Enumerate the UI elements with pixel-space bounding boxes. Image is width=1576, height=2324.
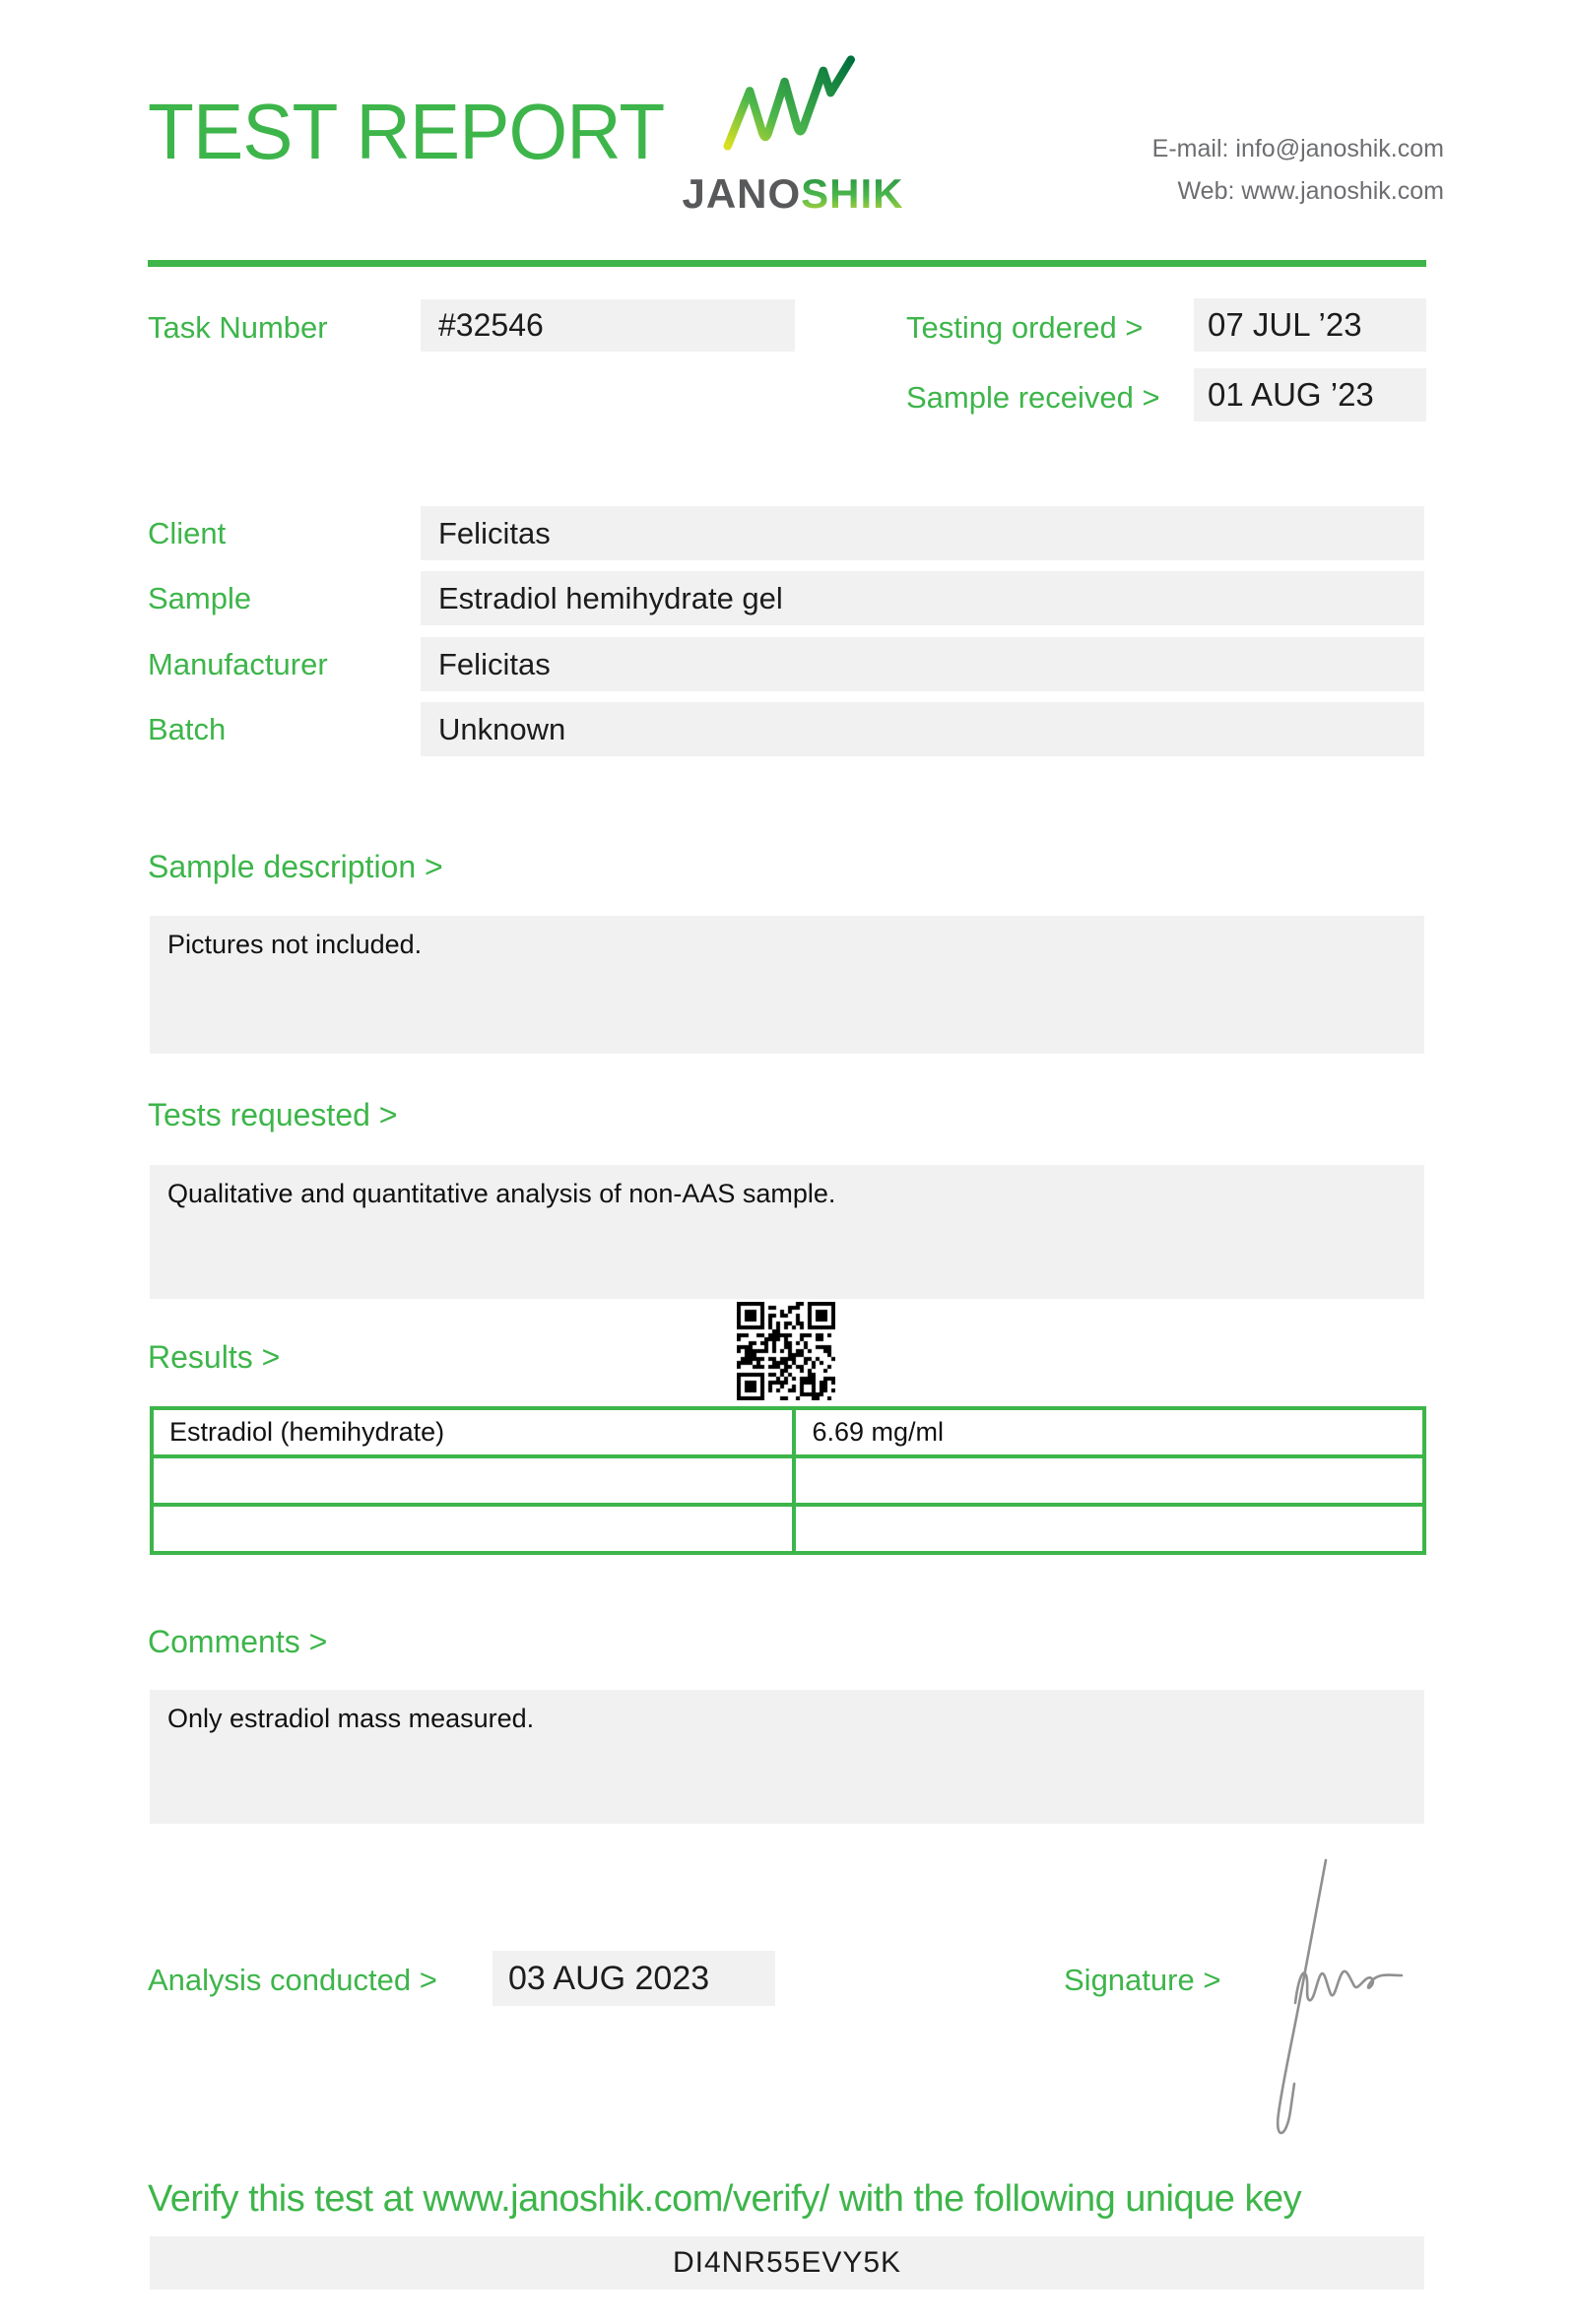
signature-label: Signature > <box>1064 1963 1221 1997</box>
results-row-3 <box>152 1505 1424 1553</box>
result-value: 6.69 mg/ml <box>794 1408 1424 1456</box>
client-label: Client <box>148 516 227 550</box>
tests-requested-box: Qualitative and quantitative analysis of non-AAS sample. <box>150 1165 1424 1299</box>
manufacturer-value: Felicitas <box>421 637 1424 691</box>
comments-heading: Comments > <box>148 1624 328 1659</box>
testing-ordered-value: 07 JUL ’23 <box>1194 298 1426 352</box>
task-number-label: Task Number <box>148 310 328 345</box>
tests-requested-heading: Tests requested > <box>148 1097 398 1132</box>
testing-ordered-label: Testing ordered > <box>906 310 1144 345</box>
sample-value: Estradiol hemihydrate gel <box>421 571 1424 625</box>
results-heading: Results > <box>148 1339 281 1375</box>
signature-image <box>1226 1830 1423 2155</box>
manufacturer-label: Manufacturer <box>148 647 328 681</box>
info-row-batch <box>148 702 1426 756</box>
info-row-client <box>148 506 1426 560</box>
verify-instruction: Verify this test at www.janoshik.com/verify/ with the following unique key <box>148 2178 1302 2220</box>
info-row-sample <box>148 571 1426 625</box>
results-table <box>150 1406 1426 1555</box>
result-value-empty <box>794 1456 1424 1505</box>
sample-description-heading: Sample description > <box>148 849 443 884</box>
logo-wordmark <box>680 170 906 218</box>
info-row-manufacturer <box>148 637 1426 691</box>
result-value-empty2 <box>794 1505 1424 1553</box>
sample-received-label: Sample received > <box>906 380 1160 415</box>
header-divider <box>148 260 1426 267</box>
result-analyte-empty2 <box>152 1505 794 1553</box>
logo-word-gray: JANO <box>682 170 802 217</box>
page-title: TEST REPORT <box>148 88 665 175</box>
batch-label: Batch <box>148 712 227 746</box>
batch-value: Unknown <box>421 702 1424 756</box>
contact-web: Web: www.janoshik.com <box>1177 177 1444 205</box>
verify-key: DI4NR55EVY5K <box>150 2236 1424 2290</box>
sample-label: Sample <box>148 581 252 615</box>
results-row-1 <box>152 1408 1424 1456</box>
result-analyte-empty <box>152 1456 794 1505</box>
company-logo <box>680 54 906 218</box>
contact-info <box>1152 128 1444 213</box>
result-analyte: Estradiol (hemihydrate) <box>152 1408 794 1456</box>
results-row-2 <box>152 1456 1424 1505</box>
sample-received-value: 01 AUG ’23 <box>1194 368 1426 421</box>
logo-chart-icon <box>714 54 872 164</box>
qr-code <box>737 1302 835 1400</box>
comments-box: Only estradiol mass measured. <box>150 1690 1424 1824</box>
analysis-conducted-label: Analysis conducted > <box>148 1963 437 1997</box>
logo-word-green: SHIK <box>801 170 904 217</box>
task-number-value: #32546 <box>421 299 795 352</box>
analysis-conducted-value: 03 AUG 2023 <box>492 1951 775 2006</box>
sample-description-box: Pictures not included. <box>150 916 1424 1054</box>
contact-email: E-mail: info@janoshik.com <box>1151 135 1444 162</box>
client-value: Felicitas <box>421 506 1424 560</box>
